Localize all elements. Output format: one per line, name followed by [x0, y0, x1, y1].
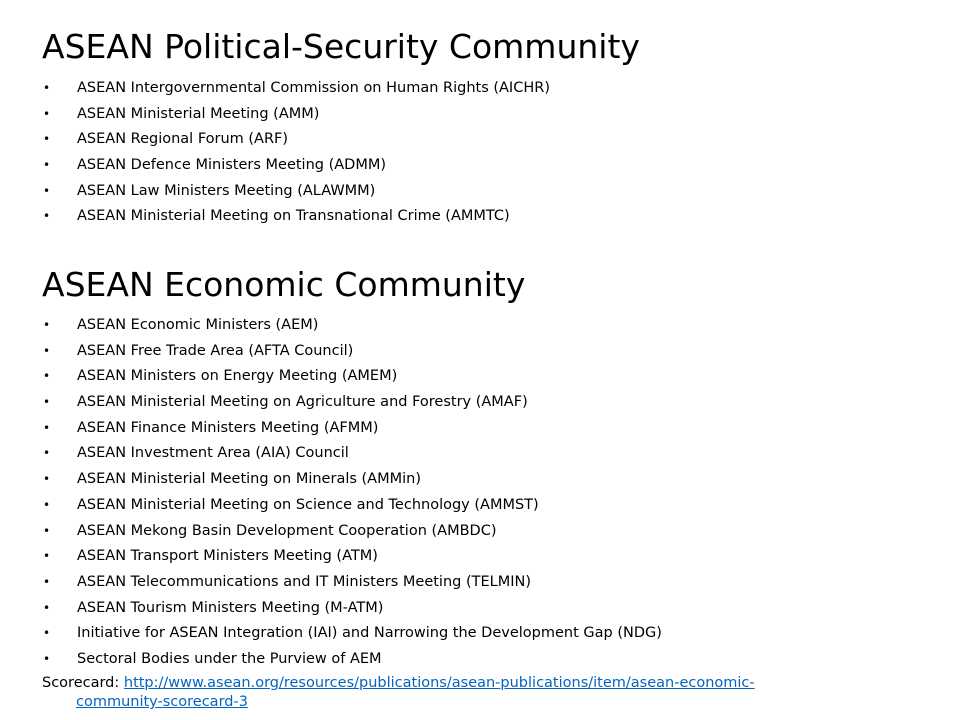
bullet-icon: •	[43, 472, 51, 487]
scorecard-reference	[42, 674, 842, 712]
list-item-text: ASEAN Law Ministers Meeting (ALAWMM)	[77, 182, 376, 199]
bullet-icon: •	[43, 523, 51, 538]
list-item	[42, 570, 662, 596]
list-item-text: ASEAN Telecommunications and IT Ministers Meeting (TELMIN)	[77, 573, 532, 590]
bullet-icon: •	[43, 132, 51, 147]
list-item-text: ASEAN Intergovernmental Commission on Human Rights (AICHR)	[77, 80, 550, 96]
list-item	[42, 493, 662, 519]
bullet-icon: •	[43, 209, 51, 224]
list-item	[42, 102, 550, 128]
list-item	[42, 364, 662, 390]
scorecard-link-line2: community-scorecard-3	[76, 694, 248, 710]
section-title-political-security: ASEAN Political-Security Community	[42, 27, 640, 66]
economic-bodies-list	[42, 313, 662, 673]
list-item	[42, 544, 662, 570]
list-item	[42, 441, 662, 467]
list-item-text: ASEAN Ministerial Meeting on Transnational Crime (AMMTC)	[77, 208, 510, 225]
section-title-economic: ASEAN Economic Community	[42, 265, 526, 304]
list-item	[42, 313, 662, 339]
list-item	[42, 390, 662, 416]
scorecard-link-line1: http://www.asean.org/resources/publications/asean-publications/item/asean-economic-	[123, 675, 755, 691]
scorecard-link[interactable]	[42, 675, 842, 712]
bullet-icon: •	[43, 574, 51, 589]
list-item	[42, 647, 662, 673]
bullet-icon: •	[43, 158, 51, 173]
list-item-text: ASEAN Transport Ministers Meeting (ATM)	[77, 548, 378, 565]
scorecard-label: Scorecard:	[42, 675, 124, 691]
list-item-text: ASEAN Economic Ministers (AEM)	[77, 317, 319, 333]
list-item-text: ASEAN Defence Ministers Meeting (ADMM)	[77, 157, 386, 174]
list-item	[42, 76, 550, 102]
list-item-text: ASEAN Ministerial Meeting on Science and Technology (AMMST)	[77, 496, 539, 513]
list-item	[42, 339, 662, 365]
list-item	[42, 596, 662, 622]
list-item	[42, 519, 662, 545]
bullet-icon: •	[43, 395, 51, 410]
bullet-icon: •	[43, 497, 51, 512]
list-item-text: ASEAN Ministerial Meeting on Agriculture and Forestry (AMAF)	[77, 394, 528, 411]
list-item	[42, 467, 662, 493]
list-item-text: ASEAN Ministers on Energy Meeting (AMEM)	[77, 368, 398, 385]
list-item-text: ASEAN Tourism Ministers Meeting (M-ATM)	[77, 599, 384, 616]
list-item	[42, 153, 550, 179]
list-item	[42, 179, 550, 205]
list-item-text: ASEAN Investment Area (AIA) Council	[77, 445, 349, 462]
list-item	[42, 621, 662, 647]
bullet-icon: •	[43, 318, 51, 332]
bullet-icon: •	[43, 81, 51, 95]
bullet-icon: •	[43, 369, 51, 384]
list-item-text: Sectoral Bodies under the Purview of AEM	[77, 650, 382, 667]
list-item-text: Initiative for ASEAN Integration (IAI) and Narrowing the Development Gap (NDG)	[77, 625, 662, 642]
bullet-icon: •	[43, 651, 51, 666]
list-item-text: ASEAN Ministerial Meeting on Minerals (AMMin)	[77, 471, 421, 488]
list-item-text: ASEAN Mekong Basin Development Cooperation (AMBDC)	[77, 522, 497, 539]
political-security-bodies-list	[42, 76, 550, 230]
list-item-text: ASEAN Finance Ministers Meeting (AFMM)	[77, 419, 379, 436]
bullet-icon: •	[43, 183, 51, 198]
list-item	[42, 416, 662, 442]
bullet-icon: •	[43, 600, 51, 615]
bullet-icon: •	[43, 343, 51, 358]
list-item-text: ASEAN Regional Forum (ARF)	[77, 131, 289, 148]
bullet-icon: •	[43, 549, 51, 564]
list-item	[42, 204, 550, 230]
bullet-icon: •	[43, 446, 51, 461]
list-item	[42, 127, 550, 153]
list-item-text: ASEAN Ministerial Meeting (AMM)	[77, 105, 320, 122]
bullet-icon: •	[43, 420, 51, 435]
bullet-icon: •	[43, 626, 51, 641]
list-item-text: ASEAN Free Trade Area (AFTA Council)	[77, 342, 354, 359]
bullet-icon: •	[43, 106, 51, 121]
